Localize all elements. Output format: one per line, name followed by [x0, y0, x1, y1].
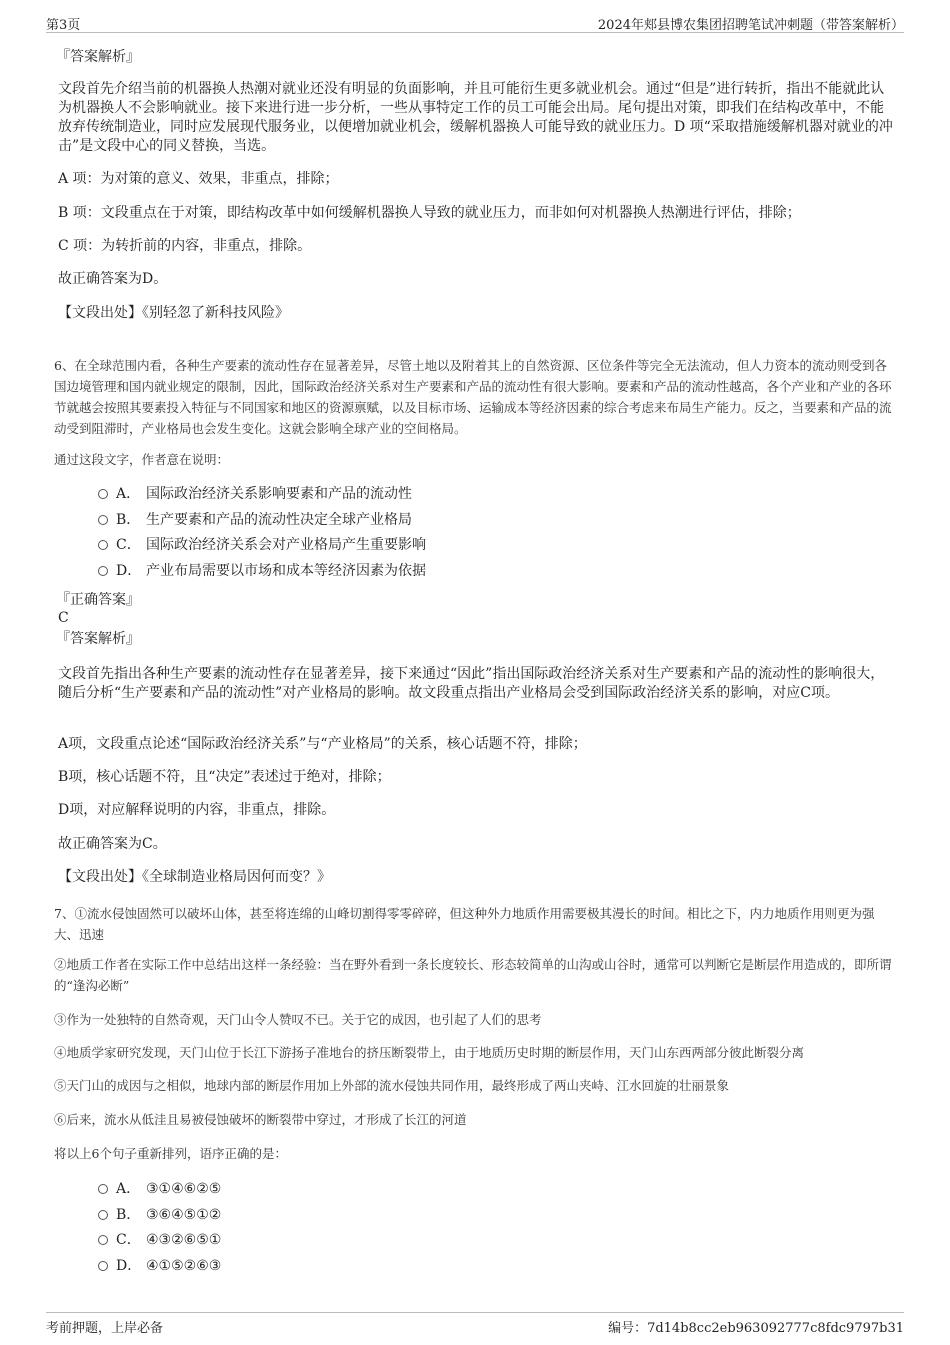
q5-analysis-label: 『答案解析』 [56, 49, 140, 65]
q6-analysis-label: 『答案解析』 [56, 631, 140, 647]
q6-analysis-text: 文段首先指出各种生产要素的流动性存在显著差异，接下来通过“因此”指出国际政治经济关系对生产要素和产品的流动性的影响很大，随后分析“生产要素和产品的流动性”对产业格局的影响。故文段重点指出产业格局会受到国际政治经济关系的影响，对应C项。 [58, 666, 885, 701]
q7-sentence-5: ⑤天门山的成因与之相似，地球内部的断层作用加上外部的流水侵蚀共同作用，最终形成了两山夹峙、江水回旋的壮丽景象 [54, 1078, 730, 1093]
q6-correct-label: 『正确答案』 [56, 592, 140, 608]
page-header [46, 14, 904, 33]
document-title: 2024年郏县博农集团招聘笔试冲刺题（带答案解析） [597, 18, 904, 33]
q7-sentence-1: 7、①流水侵蚀固然可以破坏山体，甚至将连绵的山峰切割得零零碎碎，但这种外力地质作用需要极其漫长的时间。相比之下，内力地质作用则更为强大、迅速 [54, 906, 875, 942]
q7-sentence-6: ⑥后来，流水从低洼且易被侵蚀破坏的断裂带中穿过，才形成了长江的河道 [54, 1112, 467, 1127]
q6-option-b[interactable]: B． 生产要素和产品的流动性决定全球产业格局 [98, 510, 412, 530]
q7-option-a[interactable]: A． ③①④⑥②⑤ [98, 1179, 221, 1199]
q5-analysis-text: 文段首先介绍当前的机器换人热潮对就业还没有明显的负面影响，并且可能衍生更多就业机会。通过“但是”进行转折，指出不能就此认为机器换人不会影响就业。接下来进行进一步分析，一些从事特定工作的员工可能会出局。尾句提出对策，即我们在结构改革中，不能放弃传统制造业，同时应发展现代服务业，以便增加就业机会，缓解机器换人可能导致的就业压力。D 项“采取措施缓解机器对就业的冲击”是文段中心的同义替换，当选。 [58, 81, 893, 154]
radio-icon[interactable] [98, 566, 108, 576]
q6-prompt: 通过这段文字，作者意在说明： [54, 452, 230, 467]
q7-option-b[interactable]: B． ③⑥④⑤①② [98, 1205, 221, 1225]
q6-note-a: A项，文段重点论述“国际政治经济关系”与“产业格局”的关系，核心话题不符，排除； [58, 736, 587, 752]
q5-note-c: C 项：为转折前的内容，非重点，排除。 [58, 238, 312, 254]
q7-option-d[interactable]: D． ④①⑤②⑥③ [98, 1256, 221, 1276]
radio-icon[interactable] [98, 1235, 108, 1245]
q7-option-c[interactable]: C． ④③②⑥⑤① [98, 1230, 221, 1250]
q5-note-a: A 项：为对策的意义、效果，非重点，排除； [58, 171, 339, 187]
page-number: 第3页 [46, 18, 81, 33]
q7-sentence-4: ④地质学家研究发现，天门山位于长江下游扬子准地台的挤压断裂带上，由于地质历史时期的断层作用，天门山东西两部分彼此断裂分离 [54, 1045, 805, 1060]
q5-source: 【文段出处】《别轻忽了新科技风险》 [58, 305, 289, 321]
q6-option-a[interactable]: A． 国际政治经济关系影响要素和产品的流动性 [98, 484, 412, 504]
q6-correct-answer: C [58, 610, 69, 626]
radio-icon[interactable] [98, 1184, 108, 1194]
radio-icon[interactable] [98, 1261, 108, 1271]
radio-icon[interactable] [98, 489, 108, 499]
q6-option-d[interactable]: D． 产业布局需要以市场和成本等经济因素为依据 [98, 561, 426, 581]
q6-option-c[interactable]: C． 国际政治经济关系会对产业格局产生重要影响 [98, 535, 426, 555]
footer-code: 编号：7d14b8cc2eb963092777c8fdc9797b31 [608, 1321, 904, 1336]
page-footer [46, 1312, 904, 1335]
q6-note-d: D项，对应解释说明的内容，非重点，排除。 [58, 802, 336, 818]
q6-source: 【文段出处】《全球制造业格局因何而变？》 [58, 869, 331, 885]
q7-prompt: 将以上6个句子重新排列，语序正确的是： [54, 1146, 287, 1161]
q6-conclusion: 故正确答案为C。 [58, 836, 167, 852]
q6-stem: 6、在全球范围内看，各种生产要素的流动性存在显著差异，尽管土地以及附着其上的自然资源、区位条件等完全无法流动，但人力资本的流动则受到各国边境管理和国内就业规定的限制，因此，国际政治经济关系对生产要素和产品的流动性有很大影响。要素和产品的流动性越高，各个产业和产业的各环节就越会按照其要素投入特征与不同国家和地区的资源禀赋，以及目标市场、运输成本等经济因素的综合考虑来布局生产能力。反之，当要素和产品的流动受到阻滞时，产业格局也会发生变化。这就会影响全球产业的空间格局。 [54, 358, 892, 436]
q7-sentence-3: ③作为一处独特的自然奇观，天门山令人赞叹不已。关于它的成因，也引起了人们的思考 [54, 1012, 542, 1027]
q5-note-b: B 项：文段重点在于对策，即结构改革中如何缓解机器换人导致的就业压力，而非如何对机器换人热潮进行评估，排除； [58, 205, 801, 221]
q5-conclusion: 故正确答案为D。 [58, 271, 168, 287]
q6-note-b: B项，核心话题不符，且“决定”表述过于绝对，排除； [58, 769, 391, 785]
radio-icon[interactable] [98, 515, 108, 525]
q7-sentence-2: ②地质工作者在实际工作中总结出这样一条经验：当在野外看到一条长度较长、形态较简单的山沟或山谷时，通常可以判断它是断层作用造成的，即所谓的“逢沟必断” [54, 957, 892, 993]
radio-icon[interactable] [98, 540, 108, 550]
footer-slogan: 考前押题，上岸必备 [46, 1321, 164, 1336]
radio-icon[interactable] [98, 1210, 108, 1220]
